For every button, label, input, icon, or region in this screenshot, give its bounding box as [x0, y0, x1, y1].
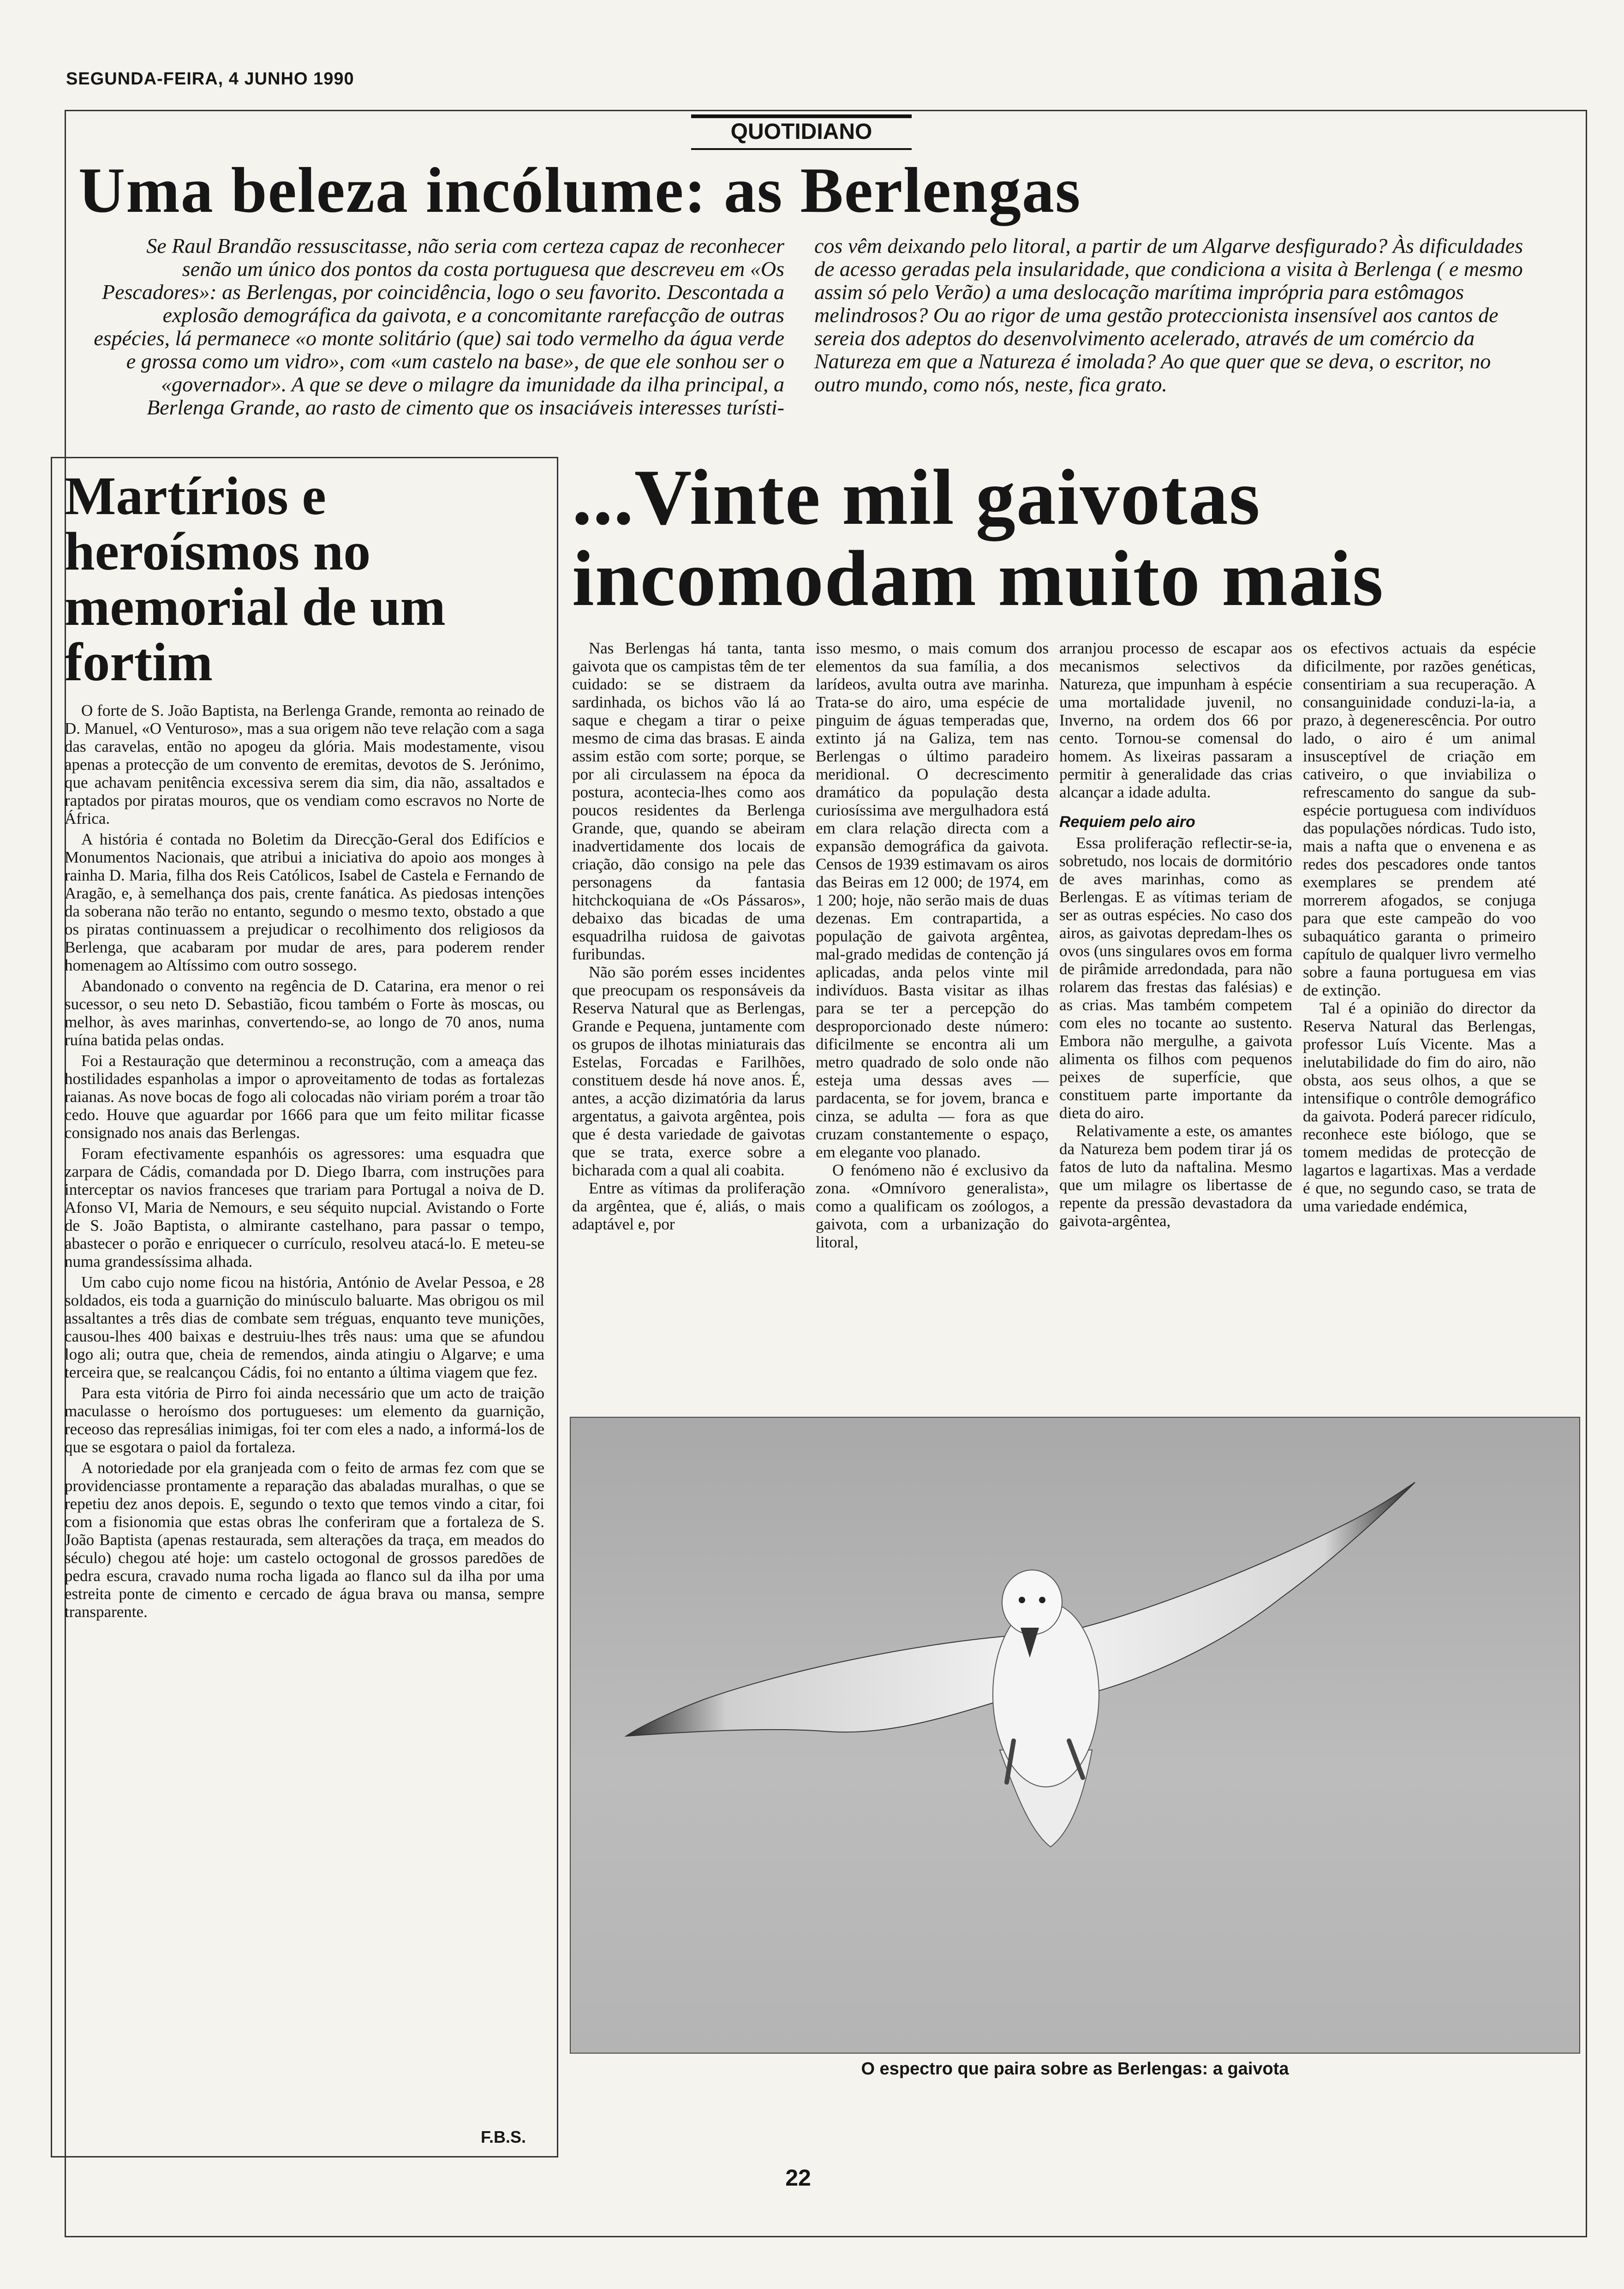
sidebar-paragraph: A notoriedade por ela granjeada com o feito de armas fez com que se providenciasse prontamente a reparação das abaladas muralhas, o que se repetiu dez anos depois. E, segundo o texto que temos vindo a citar, foi com a fisionomia que estas obras lhe conferiram que a fortaleza de S. João Baptista (apenas restaurada, sem alterações da traça, em meados do século) chegou até hoje: um castelo octogonal de grossos paredões de pedra escura, cravado numa rocha ligada ao flanco sul da ilha por uma estreita ponte de cimento e cercado de água brava ou mansa, sempre transparente.	[65, 1459, 544, 1621]
lead-paragraph-left	[92, 234, 784, 419]
article-headline: Uma beleza incólume: as Berlengas	[78, 155, 1081, 226]
sidebar-paragraph: Abandonado o convento na regência de D. Catarina, era menor o rei sucessor, o seu neto D. Sebastião, ficou também o Forte às moscas, ou melhor, às aves marinhas, convertendo-se, ao longo de 70 anos, numa ruína batida pelas ondas.	[65, 977, 544, 1049]
article-paragraph: Nas Berlengas há tanta, tanta gaivota que os campistas têm de ter cuidado: se se distraem da sardinhada, os bichos vão lá ao saque e chegam a tirar o peixe mesmo de cima das brasas. E ainda assim estão com sorte; porque, se por ali circulassem na época da postura, acontecia-lhes como aos poucos residentes da Berlenga Grande, que, quando se abeiram inadvertidamente dos locais de criação, dão consigo na pele das personagens da fantasia hitchckoquiana de «Os Pássaros», debaixo das bicadas de uma esquadrilha ruidosa de gaivotas furibundas.	[572, 639, 805, 963]
article-paragraph: Essa proliferação reflectir-se-ia, sobretudo, nos locais de dormitório de aves marinhas, como as Berlengas. E as vítimas teriam de ser as outras espécies. No caso dos airos, as gaivotas depredam-lhes os ovos (uns singulares ovos em forma de pirâmide arredondada, para não rolarem das frestas das falésias) e as crias. Mas também competem com eles no tocante ao sustento. Embora não mergulhe, a gaivota alimenta os filhos com pequenos peixes de superfície, que constituem parte importante da dieta do airo.	[1059, 834, 1292, 1122]
article-paragraph: arranjou processo de escapar aos mecanismos selectivos da Natureza, que impunham à espécie uma mortalidade juvenil, no Inverno, na ordem dos 66 por cento. Tornou-se comensal do homem. As lixeiras passaram a permitir à generalidade das crias alcançar a idade adulta.	[1059, 639, 1292, 801]
sidebar-paragraph: A história é contada no Boletim da Direcção-Geral dos Edifícios e Monumentos Nacionais, que atribui a iniciativa do apoio aos monges à rainha D. Maria, filha dos Reis Católicos, Isabel de Castela e Fernando de Aragão, e, à semelhança dos pais, crente fanática. As piedosas intenções da soberana não terão no entanto, segundo o mesmo texto, obstado a que os piratas continuassem a prejudicar o recolhimento dos religiosos da Berlenga, que acabaram por mudar de ares, para poderem render homenagem ao Altíssimo com outro sossego.	[65, 830, 544, 974]
right-wing	[1053, 1482, 1415, 1699]
author-signature: F.B.S.	[480, 2127, 526, 2146]
gull-head	[1002, 1570, 1062, 1635]
sidebar-paragraph: Um cabo cujo nome ficou na história, António de Avelar Pessoa, e 28 soldados, eis toda a guarnição do minúsculo baluarte. Mas obrigou os mil assaltantes a três dias de combate sem tréguas, enquanto teve munições, causou-lhes 400 baixas e destruiu-lhes três naus: uma que se afundou logo ali; outra que, cheia de remendos, ainda atingiu o Algarve; e uma terceira que, se realcançou Cádis, foi no entanto a última viagem que fez.	[65, 1273, 544, 1381]
article-subhead: Requiem pelo airo	[1059, 813, 1195, 831]
article-paragraph: Relativamente a este, os amantes da Natureza bem podem tirar já os fatos de luto da naftalina. Mesmo que um milagre os libertasse de repente da pressão devastadora da gaivota-argêntea,	[1059, 1122, 1292, 1230]
article-column-3	[1059, 639, 1292, 1230]
article-paragraph: O fenómeno não é exclusivo da zona. «Omnívoro generalista», como a qualificam os zoólogos, a gaivota, com a urbanização do litoral,	[816, 1161, 1049, 1251]
section-label: QUOTIDIANO	[691, 119, 912, 150]
article-paragraph: isso mesmo, o mais comum dos elementos da sua família, a dos larídeos, avulta outra ave marinha. Trata-se do airo, uma espécie de pinguim de águas temperadas que, extinto já na Galiza, tem nas Berlengas o último paradeiro meridional. O decrescimento dramático da população desta curiosíssima ave mergulhadora está em clara relação directa com a expansão demográfica da gaivota. Censos de 1939 estimavam os airos das Beiras em 12 000; de 1974, em 1 200; hoje, não serão mais de duas dezenas. Em contrapartida, a população de gaivota argêntea, mal-grado medidas de contenção já aplicadas, anda pelos vinte mil indivíduos. Basta visitar as ilhas para se ter a percepção do desproporcionado deste número: dificilmente se encontra ali um metro quadrado de solo onde não esteja uma dessas aves — pardacenta, se for jovem, branca e cinza, se adulta — fora as que cruzam constantemente o espaço, em elegante voo planado.	[816, 639, 1049, 1161]
left-wing	[626, 1635, 1027, 1736]
issue-date: SEGUNDA-FEIRA, 4 JUNHO 1990	[66, 69, 354, 89]
sidebar-body	[65, 701, 544, 1624]
article-paragraph: Não são porém esses incidentes que preocupam os responsáveis da Reserva Natural que as Berlengas, Grande e Pequena, juntamente com os grupos de ilhotas miniaturais das Estelas, Forcadas e Farilhões, constituem desde há nove anos. É, antes, a acção dizimatória da larus argentatus, a gaivota argêntea, pois que é desta variedade de gaivotas que se trata, exerce sobre a bicharada com a qual ali coabita.	[572, 963, 805, 1179]
article-column-4	[1303, 639, 1536, 1215]
seagull-photo	[570, 1417, 1580, 2054]
article-paragraph: Tal é a opinião do director da Reserva Natural das Berlengas, professor Luís Vicente. Mas a inelutabilidade do fim do airo, não obsta, aos seus olhos, a que se intensifique o contrôle demográfico da gaivota. Poderá parecer ridículo, reconhece este biólogo, que se tomem medidas de protecção de lagartos e lagartixas. Mas a verdade é que, no segundo caso, se trata de uma variedade endémica,	[1303, 999, 1536, 1215]
sidebar-paragraph: Foi a Restauração que determinou a reconstrução, com a ameaça das hostilidades espanholas a impor o aproveitamento de todas as fortalezas raianas. As nove bocas de fogo ali colocadas não viriam porém a troar tão cedo. Houve que aguardar por 1666 para que um feito militar ficasse consignado nos anais das Berlengas.	[65, 1052, 544, 1142]
section-rule	[691, 114, 912, 118]
sidebar-paragraph: O forte de S. João Baptista, na Berlenga Grande, remonta ao reinado de D. Manuel, «O Venturoso», mas a sua origem não teve relação com a saga das caravelas, então no apogeu da glória. Mais modestamente, visou apenas a protecção de um convento de eremitas, devotos de S. Jerónimo, que achavam penitência excessiva serem dia sim, dia não, assaltados e raptados por piratas mouros, que os vendiam como escravos no Norte de África.	[65, 701, 544, 827]
sidebar-title: Martírios e heroísmos no memorial de um fortim	[65, 466, 446, 692]
lead-text-right: cos vêm deixando pelo litoral, a partir de um Algarve desfigurado? Às dificuldades de acesso geradas pela insularidade, que condiciona a visita à Berlenga ( e mesmo assim só pelo Verão) a uma deslocação marítima imprópria para estômagos melindrosos? Ou ao rigor de uma gestão proteccionista insensível aos cantos de sereia dos adeptos do desenvolvimento acelerado, através de um comércio da Natureza em que a Natureza é imolada? Ao que quer que se deva, o escritor, no outro mundo, como nós, neste, fica grato.	[814, 234, 1523, 396]
seagull-illustration	[571, 1418, 1579, 2053]
sidebar-paragraph: Foram efectivamente espanhóis os agressores: uma esquadra que zarpara de Cádis, comandada por D. Diego Ibarra, com instruções para interceptar os navios franceses que trariam para Portugal a noiva de D. Afonso VI, Maria de Nemours, e seu séquito nupcial. Avistando o Forte de S. João Baptista, o almirante castelhano, para passar o tempo, abastecer o porão e enriquecer o currículo, resolveu atacá-lo. E meteu-se numa grandessíssima alhada.	[65, 1144, 544, 1270]
article-paragraph: os efectivos actuais da espécie dificilmente, por razões genéticas, consentiriam a sua recuperação. A consanguinidade conduzi-la-ia, a prazo, à degenerescência. Por outro lado, o airo é um animal insusceptível de criação em cativeiro, o que inviabiliza o refrescamento do sangue da sub-espécie portuguesa com indivíduos das populações nórdicas. Tudo isto, mais a nafta que o envenena e as redes dos pescadores onde tantos exemplares se prendem até morrerem afogados, se conjuga para que este campeão do voo subaquático garanta o primeiro capítulo de qualquer livro vermelho sobre a fauna portuguesa em vias de extinção.	[1303, 639, 1536, 999]
article-column-2	[816, 639, 1049, 1251]
photo-caption: O espectro que paira sobre as Berlengas: a gaivota	[861, 2059, 1289, 2079]
lead-text-left: Se Raul Brandão ressuscitasse, não seria com certeza capaz de reconhecer senão um único dos pontos da costa portuguesa que descreveu em «Os Pescadores»: as Berlengas, por coincidência, logo o seu favorito. Descontada a explosão demográfica da gaivota, e a concomitante rarefacção de outras espécies, lá permanece «o monte solitário (que) sai todo vermelho da água verde e grossa como um vidro», com «um castelo na base», de que ele sonhou ser o «governador». A que se deve o milagre da imunidade da ilha principal, a Berlenga Grande, ao rasto de cimento que os insaciáveis interesses turísti-	[94, 234, 784, 419]
article-paragraph: Entre as vítimas da proliferação da argêntea, que é, aliás, o mais adaptável e, por	[572, 1179, 805, 1233]
article-column-1	[572, 639, 805, 1233]
page-number: 22	[785, 2165, 811, 2191]
gull-eye	[1019, 1597, 1025, 1603]
lead-paragraph-right	[814, 234, 1525, 396]
sidebar-paragraph: Para esta vitória de Pirro foi ainda necessário que um acto de traição maculasse o heroísmo dos portugueses: um elemento da guarnição, receoso das represálias inimigas, foi ter com eles a nado, a informá-los de que se esgotara o paiol da fortaleza.	[65, 1384, 544, 1456]
main-article-title: ...Vinte mil gaivotas incomodam muito mais	[572, 454, 1384, 623]
